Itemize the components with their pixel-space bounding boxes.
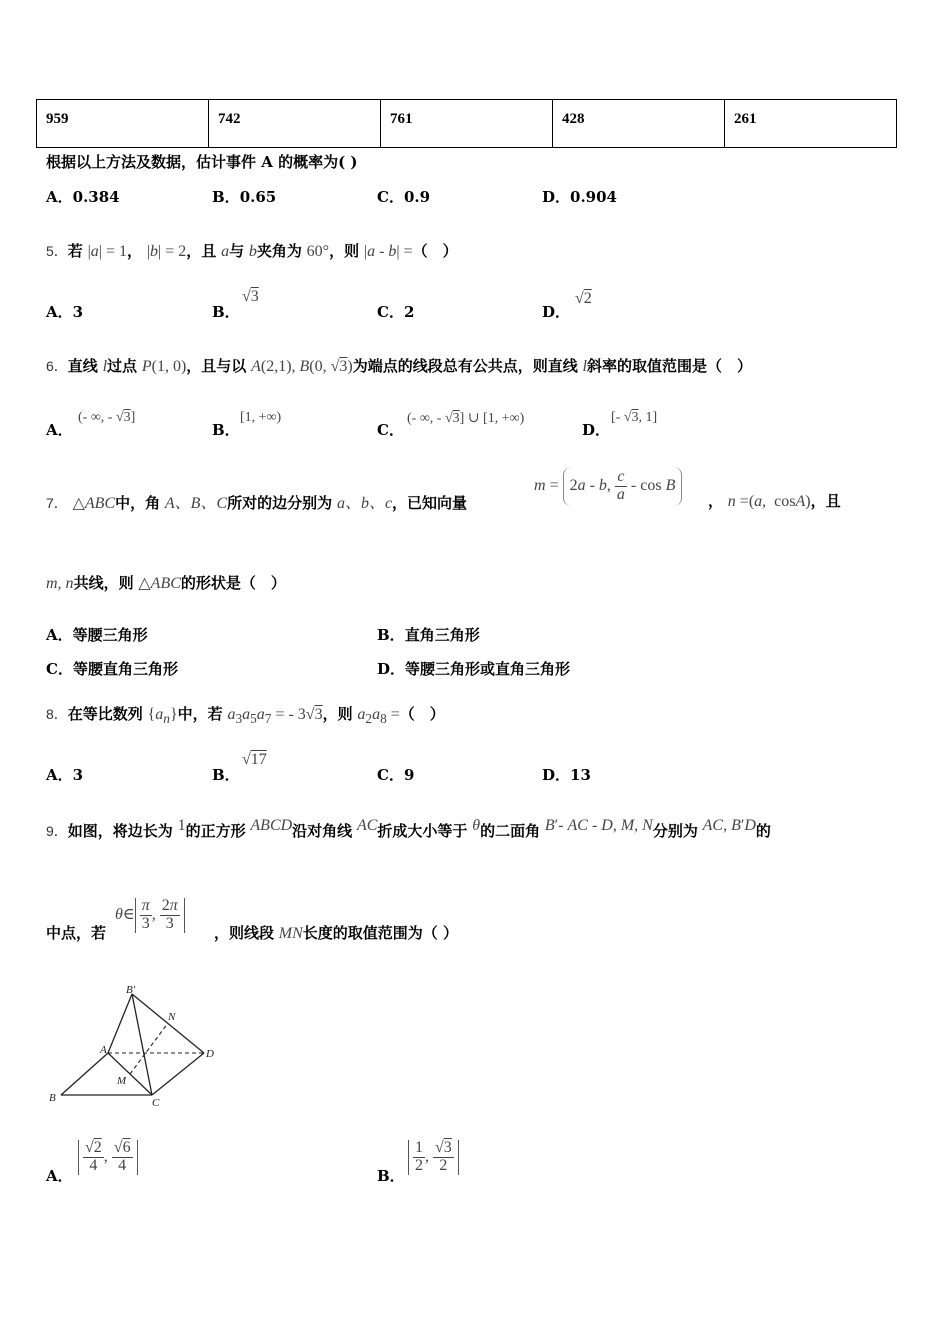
folded-square-figure — [40, 980, 230, 1110]
q6-d-expr: [- √3, 1] — [611, 410, 658, 425]
q7-stem-line2: m, n共线，则 △ABC的形状是（ ） — [46, 574, 286, 592]
q5-option-a: A．3 — [46, 303, 84, 321]
label-m: M — [117, 1075, 127, 1087]
q8-stem: 8．在等比数列 $\{a_n\}$中，若 $a_3a_5a_7$ = - 3√3，则 $a_2a_8$ =（ ） — [46, 705, 445, 727]
q5-option-b: B． — [212, 303, 240, 321]
q8-option-d: D．13 — [542, 766, 591, 784]
label-c: C — [152, 1097, 160, 1109]
label-n: N — [168, 1011, 176, 1023]
q6-stem: 6．直线 l过点 P(1, 0)，且与以 A(2,1), B(0, √3)为端点的线段总有公共点，则直线 l斜率的取值范围是（ ） — [46, 357, 752, 375]
q5-option-d: D． — [542, 303, 571, 321]
q7-option-d: D．等腰三角形或直角三角形 — [377, 660, 571, 678]
q4-option-d: D．0.904 — [542, 188, 617, 206]
q9-stem-line1: 9．如图，将边长为 1的正方形 ABCD沿对角线 AC折成大小等于 θ的二面角 B′- AC - D, M, N分别为 AC, B′D的 — [46, 817, 771, 840]
theta-range-expr: θ∈ $\frac{\pi}{3}$ , $\frac{2\pi}{3}$ — [115, 898, 185, 933]
table-cell: 428 — [553, 100, 725, 148]
q8-option-b: B． — [212, 766, 240, 784]
q4-option-c: C．0.9 — [377, 188, 431, 206]
table-row — [37, 100, 897, 148]
label-b: B — [49, 1092, 56, 1104]
data-table — [36, 99, 897, 148]
segment-mn — [130, 1023, 168, 1074]
q8-option-c: C．9 — [377, 766, 415, 784]
edge-b-a — [61, 1053, 108, 1095]
q7-option-b: B．直角三角形 — [377, 626, 480, 644]
table-cell: 761 — [381, 100, 553, 148]
q6-option-b: B． — [212, 421, 240, 439]
q4-option-b: B．0.65 — [212, 188, 277, 206]
label-d: D — [206, 1048, 214, 1060]
q9-stem-line2: 中点，若 — [46, 924, 107, 942]
q5-stem: 5．若 |a| = 1， |b| = 2，且 a与 b夹角为 60°，则 |a - b| =（ ） — [46, 242, 458, 260]
table-cell: 959 — [37, 100, 209, 148]
q7-stem-line1b: ， n =(a, cosA)，且 — [708, 492, 841, 510]
q9-b-expr: $\frac{1}{2}$ , $\frac{√3}{2}$ — [408, 1140, 459, 1175]
q5-option-c: C．2 — [377, 303, 415, 321]
q4-option-a: A．0.384 — [46, 188, 120, 206]
q9-stem-line2b: ，则线段 MN长度的取值范围为（ ） — [214, 924, 459, 942]
q6-c-expr: (- ∞, - √3] ∪ [1, +∞) — [407, 411, 525, 426]
q7-option-a: A．等腰三角形 — [46, 626, 148, 644]
edge-bp-a — [108, 994, 132, 1053]
q7-option-c: C．等腰直角三角形 — [46, 660, 178, 678]
label-bp: B′ — [126, 984, 136, 996]
q6-a-expr: (- ∞, - √3] — [78, 410, 136, 425]
q9-option-a: A． — [46, 1167, 73, 1185]
table-cell: 261 — [725, 100, 897, 148]
table-cell: 742 — [209, 100, 381, 148]
q9-option-b: B． — [377, 1167, 405, 1185]
q6-option-c: C． — [377, 421, 404, 439]
sqrt17-expr: √17 — [242, 751, 267, 768]
sqrt3-expr: √3 — [242, 288, 259, 305]
label-a: A — [100, 1044, 107, 1056]
q6-b-expr: [1, +∞) — [240, 410, 282, 425]
sqrt2-expr: √2 — [575, 290, 592, 307]
q4-stem: 根据以上方法及数据，估计事件 A 的概率为( ) — [46, 153, 358, 171]
q6-option-d: D． — [582, 421, 611, 439]
q7-stem-line1: 7． △ABC中，角 A、B、C所对的边分别为 a、b、c，已知向量 — [46, 494, 468, 512]
edge-c-d — [152, 1053, 204, 1095]
edge-bp-c — [132, 994, 152, 1095]
q6-option-a: A． — [46, 421, 73, 439]
q8-option-a: A．3 — [46, 766, 84, 784]
vector-m-expr: m = 2a - b, $\frac{c}{a}$ - cos B — [534, 467, 682, 506]
q9-a-expr: $\frac{√2}{4}$ , $\frac{√6}{4}$ — [78, 1140, 138, 1175]
